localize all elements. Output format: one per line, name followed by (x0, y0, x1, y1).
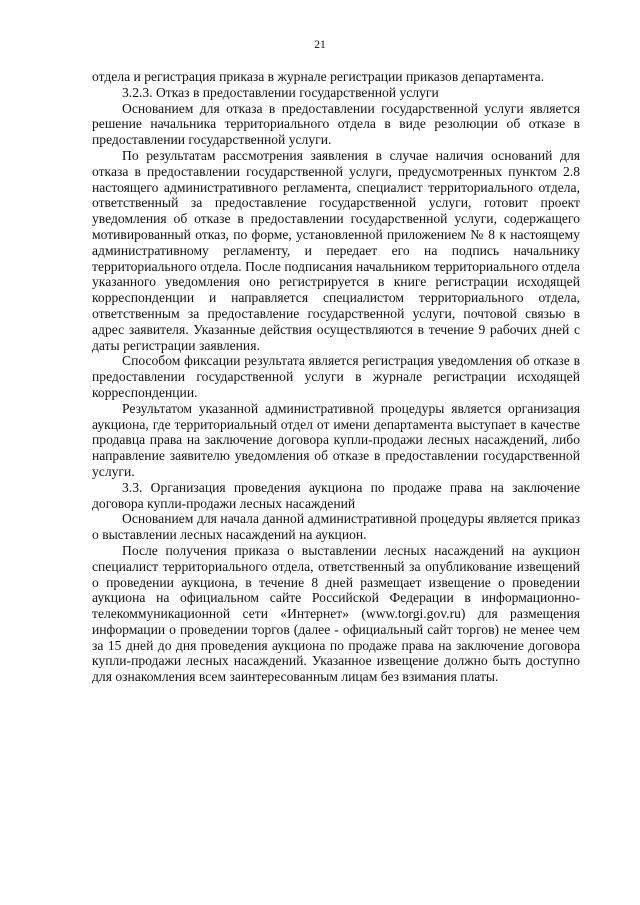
paragraph-auction-basis: Основанием для начала данной административной процедуры является приказ о выставлении лесных насаждений на аукцион. (92, 511, 580, 543)
paragraph-refusal-fixation: Способом фиксации результата является регистрация уведомления об отказе в предоставлении государственной услуги в журнале регистрации исходящей корреспонденции. (92, 353, 580, 400)
paragraph-department-registration: отдела и регистрация приказа в журнале регистрации приказов департамента. (92, 69, 545, 84)
document-body (92, 69, 580, 685)
paragraph-procedure-result: Результатом указанной административной процедуры является организация аукциона, где территориальный отдел от имени департамента выступает в качестве продавца права на заключение договора купли-продажи лесных насаждений, либо направление заявителю уведомления об отказе в предоставлении государственной услуги. (92, 400, 580, 479)
section-heading-3-3: 3.3. Организация проведения аукциона по продаже права на заключение договора купли-продажи лесных насаждений (92, 479, 580, 511)
paragraph-auction-notice: После получения приказа о выставлении лесных насаждений на аукцион специалист территориального отдела, ответственный за опубликование извещений о проведении аукциона, в течение 8 дней размещает извещение о проведении аукциона на официальном сайте Российской Федерации в информационно-телекоммуникационной сети «Интернет» (www.torgi.gov.ru) для размещения информации о проведении торгов (далее - официальный сайт торгов) не менее чем за 15 дней до дня проведения аукциона по продаже права на заключение договора купли-продажи лесных насаждений. Указанное извещение должно быть доступно для ознакомления всем заинтересованным лицам без взимания платы. (92, 542, 580, 685)
paragraph-refusal-procedure: По результатам рассмотрения заявления в случае наличия оснований для отказа в предоставлении государственной услуги, предусмотренных пунктом 2.8 настоящего административного регламента, специалист территориального отдела, ответственный за предоставление государственной услуги, готовит проект уведомления об отказе в предоставлении государственной услуги, содержащего мотивированный отказ, по форме, установленной приложением № 8 к настоящему административному регламенту, и передает его на подпись начальнику территориального отдела. После подписания начальником территориального отдела указанного уведомления оно регистрируется в книге регистрации исходящей корреспонденции и направляется специалистом территориального отдела, ответственным за предоставление государственной услуги, почтовой связью в адрес заявителя. Указанные действия осуществляются в течение 9 рабочих дней с даты регистрации заявления. (92, 147, 580, 353)
page-number: 21 (314, 39, 326, 51)
section-heading-3-2-3: 3.2.3. Отказ в предоставлении государственной услуги (122, 84, 439, 100)
paragraph-refusal-basis: Основанием для отказа в предоставлении государственной услуги является решение начальника территориального отдела в виде резолюции об отказе в предоставлении государственной услуги. (92, 100, 580, 148)
